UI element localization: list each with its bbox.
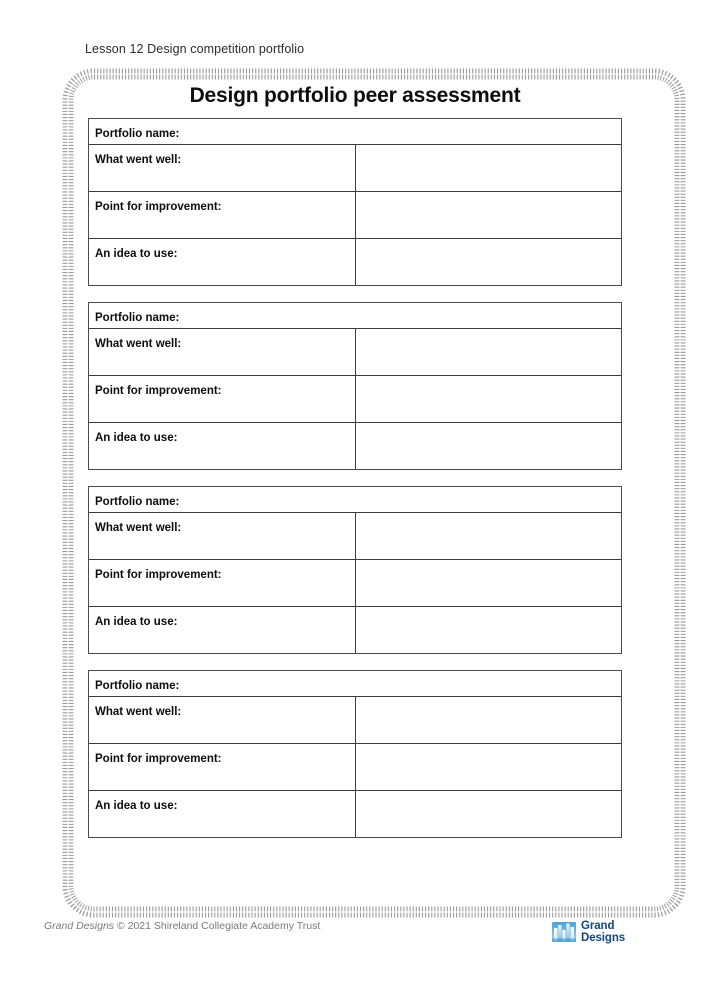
logo-line-1: Grand xyxy=(581,920,615,932)
portfolio-name-label: Portfolio name: xyxy=(95,680,180,693)
row-answer-cell[interactable] xyxy=(355,606,621,653)
table-row xyxy=(89,191,621,238)
row-label-cell xyxy=(89,606,355,653)
logo-line-2: Designs xyxy=(581,932,626,945)
assessment-block xyxy=(88,302,622,470)
portfolio-name-label: Portfolio name: xyxy=(95,312,180,325)
assessment-block xyxy=(88,670,622,838)
footer-copyright-text: © 2021 Shireland Collegiate Academy Trust xyxy=(114,920,321,932)
table-row xyxy=(89,696,621,743)
row-label-cell xyxy=(89,191,355,238)
table-row xyxy=(89,238,621,285)
grand-designs-logo xyxy=(552,920,625,945)
page-header-text: Lesson 12 Design competition portfolio xyxy=(85,42,305,56)
table-row xyxy=(89,512,621,559)
row-answer-cell[interactable] xyxy=(355,696,621,743)
row-label-cell xyxy=(89,238,355,285)
row-label: What went well: xyxy=(95,521,182,534)
table-row xyxy=(89,559,621,606)
row-label: What went well: xyxy=(95,153,182,166)
assessment-table xyxy=(89,671,621,837)
city-skyline-icon xyxy=(552,921,576,943)
row-label: Point for improvement: xyxy=(95,200,222,213)
table-row xyxy=(89,743,621,790)
row-label-cell xyxy=(89,696,355,743)
row-answer-cell[interactable] xyxy=(355,790,621,837)
assessment-block xyxy=(88,486,622,654)
assessment-table xyxy=(89,303,621,469)
table-row xyxy=(89,606,621,653)
row-answer-cell[interactable] xyxy=(355,328,621,375)
row-label: Point for improvement: xyxy=(95,568,222,581)
row-answer-cell[interactable] xyxy=(355,191,621,238)
row-label-cell xyxy=(89,422,355,469)
row-label: Point for improvement: xyxy=(95,752,222,765)
table-row-portfolio-name xyxy=(89,119,621,144)
row-label: Point for improvement: xyxy=(95,384,222,397)
row-answer-cell[interactable] xyxy=(355,512,621,559)
portfolio-name-cell[interactable] xyxy=(89,487,621,512)
portfolio-name-cell[interactable] xyxy=(89,119,621,144)
row-label: An idea to use: xyxy=(95,431,178,444)
table-row-portfolio-name xyxy=(89,487,621,512)
row-label: What went well: xyxy=(95,705,182,718)
row-label: An idea to use: xyxy=(95,799,178,812)
row-label-cell xyxy=(89,790,355,837)
table-row-portfolio-name xyxy=(89,671,621,696)
row-answer-cell[interactable] xyxy=(355,422,621,469)
portfolio-name-cell[interactable] xyxy=(89,303,621,328)
row-label: An idea to use: xyxy=(95,615,178,628)
portfolio-name-label: Portfolio name: xyxy=(95,128,180,141)
row-label-cell xyxy=(89,375,355,422)
table-row xyxy=(89,375,621,422)
row-answer-cell[interactable] xyxy=(355,743,621,790)
assessment-table xyxy=(89,487,621,653)
assessment-block xyxy=(88,118,622,286)
row-label-cell xyxy=(89,559,355,606)
table-row xyxy=(89,144,621,191)
table-row xyxy=(89,328,621,375)
footer-brand-name: Grand Designs xyxy=(44,920,115,932)
row-label-cell xyxy=(89,743,355,790)
row-answer-cell[interactable] xyxy=(355,144,621,191)
row-answer-cell[interactable] xyxy=(355,559,621,606)
row-label-cell xyxy=(89,328,355,375)
portfolio-name-label: Portfolio name: xyxy=(95,496,180,509)
logo-wordmark xyxy=(581,920,625,945)
table-row xyxy=(89,790,621,837)
assessment-table xyxy=(89,119,621,285)
portfolio-name-cell[interactable] xyxy=(89,671,621,696)
row-label-cell xyxy=(89,144,355,191)
row-label-cell xyxy=(89,512,355,559)
row-answer-cell[interactable] xyxy=(355,238,621,285)
page-title: Design portfolio peer assessment xyxy=(189,84,521,107)
row-label: What went well: xyxy=(95,337,182,350)
table-row-portfolio-name xyxy=(89,303,621,328)
footer-copyright xyxy=(44,920,320,932)
table-row xyxy=(89,422,621,469)
row-answer-cell[interactable] xyxy=(355,375,621,422)
row-label: An idea to use: xyxy=(95,247,178,260)
worksheet-body xyxy=(88,84,622,838)
